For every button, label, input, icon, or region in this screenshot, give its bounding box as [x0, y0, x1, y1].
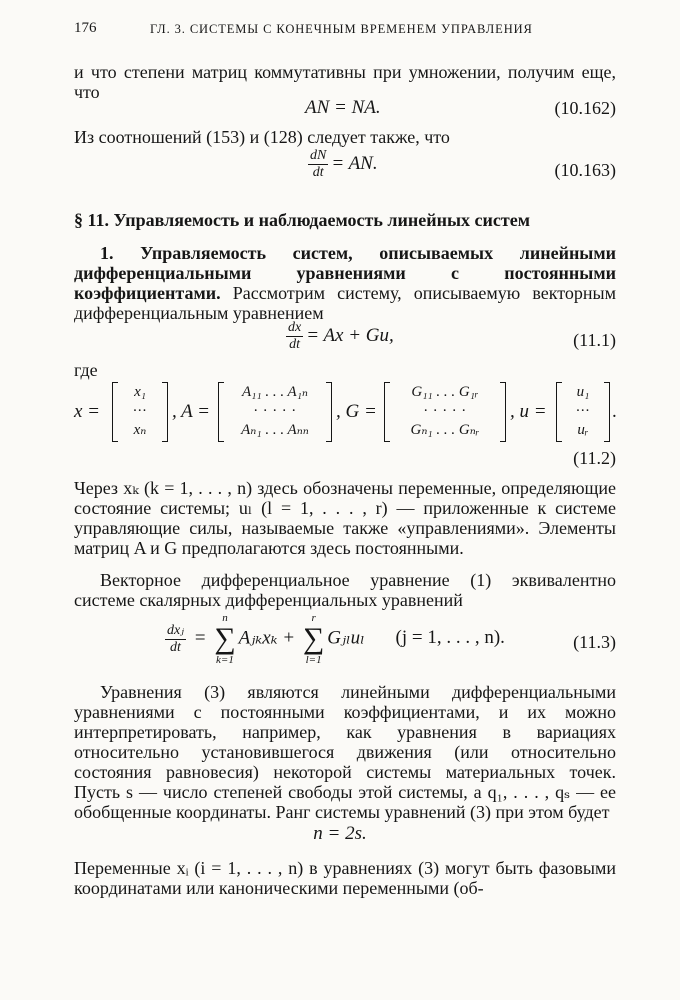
- matrix-G: G₁₁ . . . G₁ᵣ · · · · · Gₙ₁ . . . Gₙᵣ: [384, 382, 506, 442]
- equation-number-11-3: (11.3): [573, 632, 616, 652]
- where-word: где: [74, 360, 98, 380]
- equation-10-163: $\frac{dN}{dt}$ = AN.: [310, 148, 378, 180]
- paragraph-5: Уравнения (3) являются линейными дифференциальными уравнениями с постоянными коэффициентами, и их можно интерпретировать, например, как уравнения в вариациях относительно установившегося движения (или относительно состояния равновесия) некоторой системы материальных точек. Пусть s — число степеней свободы этой системы, а q₁, . . . , qₛ — ее обобщенные координаты. Ранг системы уравнений (3) при этом будет: [74, 682, 616, 822]
- section-heading: § 11. Управляемость и наблюдаемость линейных систем: [74, 210, 530, 230]
- equation-number-11-2: (11.2): [573, 448, 616, 468]
- fraction-dN-dt: $\frac{dN}{dt}$: [310, 148, 327, 180]
- equation-10-162: AN = NA.: [305, 97, 381, 118]
- sum-sign-l: r ∑ l=1: [302, 612, 325, 666]
- paragraph-1: и что степени матриц коммутативны при умножении, получим еще, что: [74, 62, 616, 102]
- paragraph-3: Через xₖ (k = 1, . . . , n) здесь обозначены переменные, определяющие состояние системы; uₗ (l = 1, . . . , r) — приложенные к системе управляющие силы, называемые также «управлениями». Элементы матриц A и G предполагаются здесь постоянными.: [74, 478, 616, 558]
- equation-number-10-163: (10.163): [554, 160, 616, 180]
- matrix-x: x₁ ··· xₙ: [112, 382, 168, 442]
- fraction-dxj-dt: $\frac{\text{dxⱼ}}{dt}$: [167, 622, 184, 655]
- subsection-paragraph: 1. Управляемость систем, описываемых линейными дифференциальными уравнениями с постоянными коэффициентами. Рассмотрим систему, описываемую векторным дифференциальным уравнением: [74, 243, 616, 323]
- sum-sign-k: n ∑ k=1: [214, 612, 236, 666]
- fraction-dx-dt: $\frac{dx}{dt}$: [288, 320, 302, 352]
- equation-number-11-1: (11.1): [573, 330, 616, 350]
- equation-number-10-162: (10.162): [554, 98, 616, 118]
- matrix-A: A₁₁ . . . A₁ₙ · · · · · Aₙ₁ . . . Aₙₙ: [218, 382, 332, 442]
- paragraph-2: Из соотношений (153) и (128) следует также, что: [74, 127, 450, 147]
- equation-11-3: $\frac{\text{dxⱼ}}{dt}$ = n ∑ k=1 Aⱼₖxₖ + r ∑ l=1 Gⱼₗuₗ (j = 1, . . . , n).: [167, 612, 505, 666]
- equation-11-1: $\frac{dx}{dt}$ = Ax + Gu,: [288, 320, 394, 352]
- matrix-u: u₁ ··· uᵣ: [556, 382, 610, 442]
- page-number: 176: [74, 20, 97, 36]
- paragraph-6: Переменные xᵢ (i = 1, . . . , n) в уравнениях (3) могут быть фазовыми координатами или каноническими переменными (об-: [74, 858, 616, 898]
- paragraph-4: Векторное дифференциальное уравнение (1) эквивалентно системе скалярных дифференциальных уравнений: [74, 570, 616, 610]
- equation-n-2s: n = 2s.: [313, 823, 367, 844]
- running-title: ГЛ. 3. СИСТЕМЫ С КОНЕЧНЫМ ВРЕМЕНЕМ УПРАВЛЕНИЯ: [150, 22, 533, 36]
- subsection-title: 1. Управляемость систем, описываемых линейными дифференциальными уравнениями с постоянными коэффициентами.: [74, 243, 616, 303]
- equation-11-2: x = x₁ ··· xₙ , A = A₁₁ . . . A₁ₙ · · · · · Aₙ₁ . . . Aₙₙ , G = G₁₁ . . . G₁ᵣ · · · · · Gₙ₁ . . . Gₙᵣ , u = u₁ ··· uᵣ .: [72, 382, 632, 444]
